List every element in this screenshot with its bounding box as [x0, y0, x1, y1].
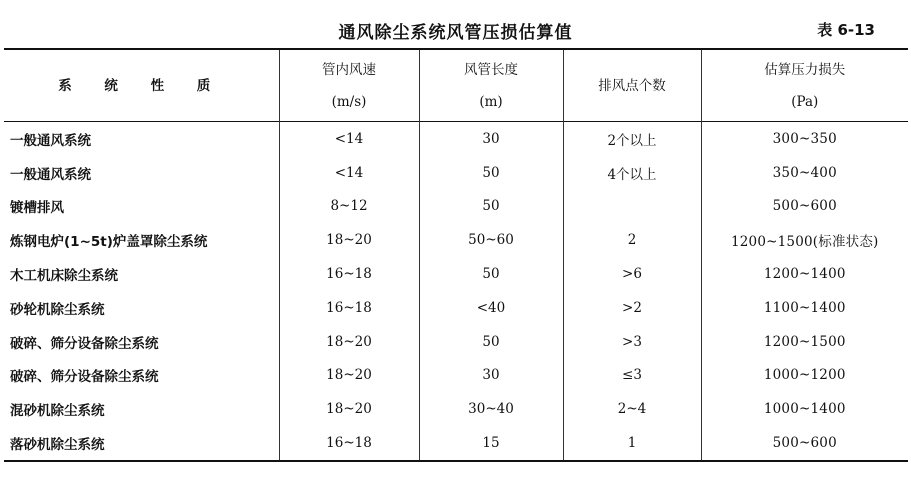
header-velocity-label: 管内风速 [322, 61, 376, 78]
pressure-cell: 300~350 [701, 122, 908, 156]
pressure-cell: 500~600 [701, 190, 908, 224]
header-length-label: 风管长度 [464, 61, 518, 78]
system-cell: 一般通风系统 [10, 132, 91, 149]
table-row [4, 426, 908, 461]
length-cell: <40 [419, 291, 563, 325]
velocity-cell: <14 [279, 122, 419, 156]
header-pressure-loss [701, 49, 908, 122]
points-cell [563, 190, 701, 224]
pressure-cell: 1200~1500(标准状态) [701, 223, 908, 257]
table-row [4, 223, 908, 257]
length-cell: 50 [419, 156, 563, 190]
table-row [4, 257, 908, 291]
system-cell: 一般通风系统 [10, 166, 91, 183]
table-row [4, 325, 908, 359]
system-cell: 破碎、筛分设备除尘系统 [10, 369, 159, 386]
points-cell: 4个以上 [563, 156, 701, 190]
header-exhaust-points: 排风点个数 [563, 49, 701, 122]
header-system: 系 统 性 质 [58, 77, 225, 94]
table-number: 表 6-13 [817, 21, 875, 39]
table-row [4, 392, 908, 426]
length-cell: 50 [419, 257, 563, 291]
pressure-cell: 1200~1400 [701, 257, 908, 291]
header-length-unit: (m) [479, 93, 503, 110]
velocity-cell: 8~12 [279, 190, 419, 224]
points-cell: >2 [563, 291, 701, 325]
pressure-cell: 1100~1400 [701, 291, 908, 325]
length-cell: 30 [419, 122, 563, 156]
header-pressure-unit: (Pa) [791, 93, 819, 110]
table-row [4, 156, 908, 190]
header-pressure-label: 估算压力损失 [764, 61, 846, 78]
title-row [0, 0, 911, 46]
pressure-cell: 1000~1400 [701, 392, 908, 426]
header-velocity-unit: (m/s) [331, 93, 367, 110]
system-cell: 砂轮机除尘系统 [10, 301, 105, 318]
points-cell: 2 [563, 223, 701, 257]
system-cell: 混砂机除尘系统 [10, 403, 105, 420]
velocity-cell: 16~18 [279, 426, 419, 461]
table-title: 通风除尘系统风管压损估算值 [338, 23, 573, 43]
length-cell: 50 [419, 325, 563, 359]
length-cell: 50 [419, 190, 563, 224]
pressure-cell: 1000~1200 [701, 359, 908, 393]
velocity-cell: 18~20 [279, 359, 419, 393]
length-cell: 30~40 [419, 392, 563, 426]
header-velocity [279, 49, 419, 122]
velocity-cell: 16~18 [279, 257, 419, 291]
points-cell: 1 [563, 426, 701, 461]
velocity-cell: 18~20 [279, 392, 419, 426]
table-row [4, 291, 908, 325]
pressure-cell: 500~600 [701, 426, 908, 461]
header-row [4, 49, 908, 122]
system-cell: 破碎、筛分设备除尘系统 [10, 335, 159, 352]
points-cell: 2~4 [563, 392, 701, 426]
table-row [4, 190, 908, 224]
points-cell: >6 [563, 257, 701, 291]
system-cell: 炼钢电炉(1~5t)炉盖罩除尘系统 [10, 234, 208, 251]
pressure-cell: 350~400 [701, 156, 908, 190]
system-cell: 落砂机除尘系统 [10, 437, 105, 454]
table-row [4, 122, 908, 156]
velocity-cell: <14 [279, 156, 419, 190]
velocity-cell: 18~20 [279, 223, 419, 257]
system-cell: 镀槽排风 [10, 200, 64, 217]
header-length [419, 49, 563, 122]
velocity-cell: 18~20 [279, 325, 419, 359]
points-cell: 2个以上 [563, 122, 701, 156]
table-row [4, 359, 908, 393]
pressure-cell: 1200~1500 [701, 325, 908, 359]
points-cell: ≤3 [563, 359, 701, 393]
length-cell: 50~60 [419, 223, 563, 257]
pressure-loss-table [4, 48, 908, 462]
system-cell: 木工机床除尘系统 [10, 268, 118, 285]
length-cell: 30 [419, 359, 563, 393]
length-cell: 15 [419, 426, 563, 461]
velocity-cell: 16~18 [279, 291, 419, 325]
points-cell: >3 [563, 325, 701, 359]
